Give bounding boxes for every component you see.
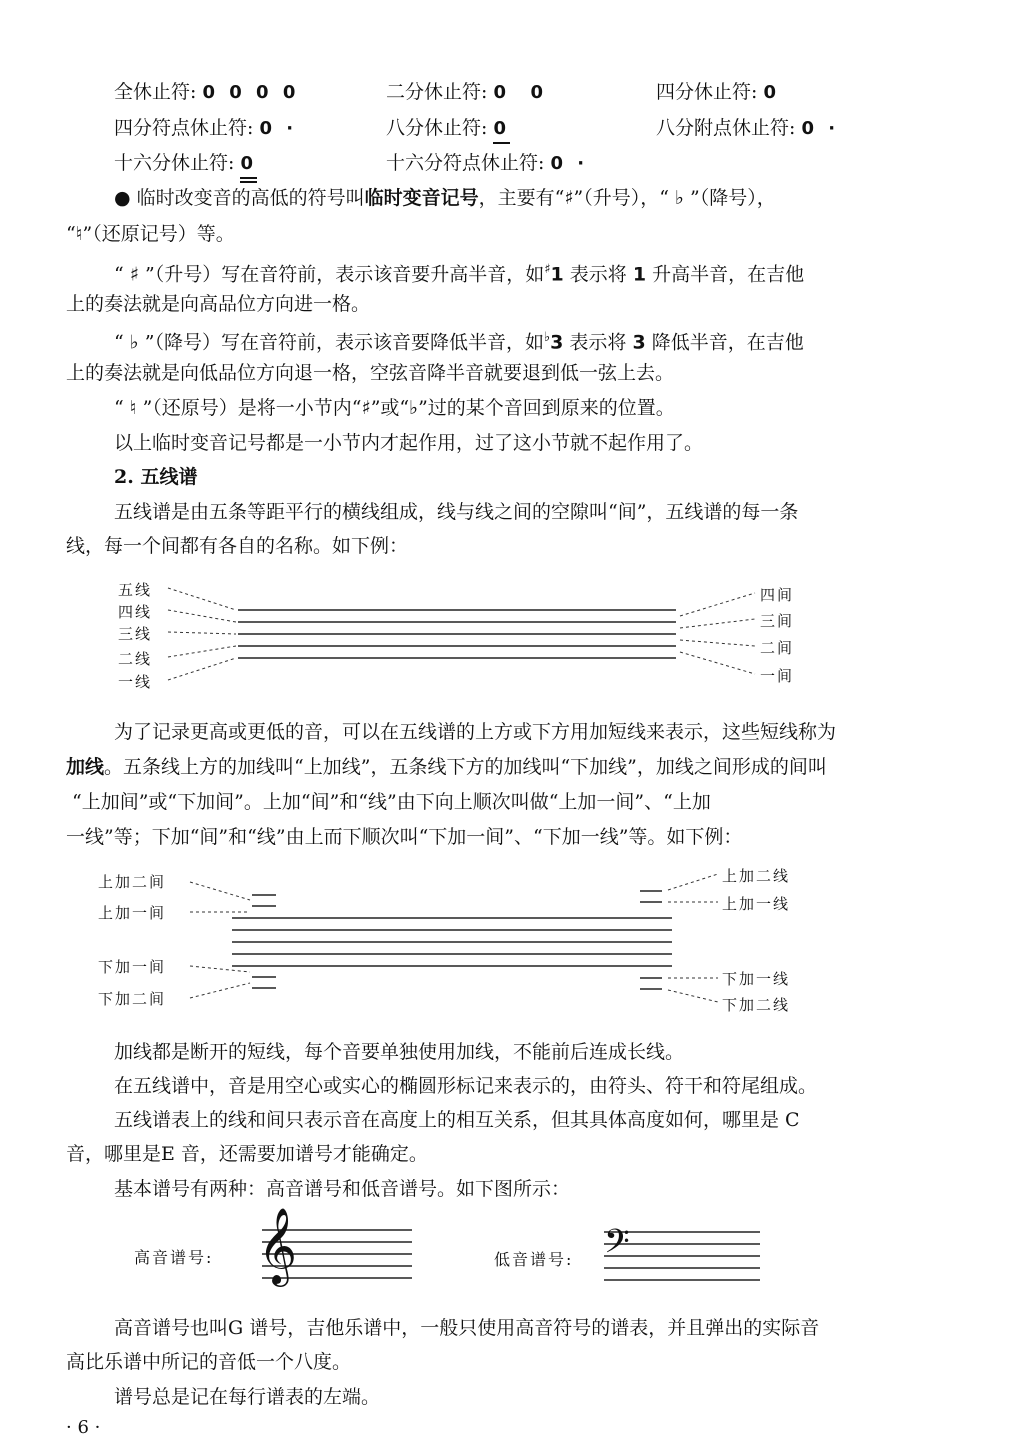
rest-quarter [656,80,780,105]
ledger-left-label: 上加二间 [98,873,167,891]
text: ，主要有“♯”（升号），“ ♭ ”（降号）， [478,187,776,209]
rest-value: 0 [763,82,780,103]
ledger-right-label: 上加二线 [722,867,791,885]
staff-leaders-left [168,588,236,680]
staff-p2d: 一线”等；下加“间”和“线”由上而下顺次叫“下加一间”、“下加一线”等。如下例： [66,826,743,848]
text: 表示将 [569,331,627,354]
rest-dotted-quarter [114,116,297,141]
text: 表示将 [569,263,627,286]
ledger-right-label: 下加一线 [722,970,791,988]
staff-p7b: 高比乐谱中所记的音低一个八度。 [66,1351,352,1373]
staff-lines [238,610,676,658]
staff-p2b [66,755,827,779]
staff-p5a: 五线谱表上的线和间只表示音在高度上的相互关系，但其具体高度如何，哪里是 C [114,1109,800,1131]
line-label-5: 五线 [118,581,153,599]
bass-clef-icon: 𝄢 [604,1223,630,1269]
rest-eighth [386,116,510,141]
page-number: · 6 · [66,1417,101,1438]
line-label-4: 四线 [118,603,153,621]
ledger-right-label: 上加一线 [722,895,791,913]
line-label-2: 二线 [118,650,153,668]
staff-p6: 基本谱号有两种：高音谱号和低音谱号。如下图所示： [114,1178,571,1200]
text: ● 临时改变音的高低的符号叫 [114,187,365,209]
space-label-2: 二间 [760,639,795,657]
space-label-3: 三间 [760,612,795,630]
rest-label: 全休止符: [114,81,197,103]
flat-symbol: ♭ [543,330,551,345]
rest-value: 0 [240,153,257,174]
staff-p5b: 音，哪里是E 音，还需要加谱号才能确定。 [66,1143,428,1165]
note-number: 1 [550,263,564,286]
rest-label: 八分附点休止符: [656,117,796,139]
ledger-leaders [190,874,718,1002]
staff-leaders-right [680,593,755,674]
ledger-right-label: 下加二线 [722,996,791,1014]
rest-value: 0 [493,118,510,139]
rest-value: 0 · [550,153,589,174]
staff-p1a: 五线谱是由五条等距平行的横线组成，线与线之间的空隙叫“间”，五线谱的每一条 [114,501,799,523]
natural-paragraph: “ ♮ ”（还原号）是将一小节内“♯”或“♭”过的某个音回到原来的位置。 [114,397,675,419]
space-label-4: 四间 [760,586,795,604]
staff-p8: 谱号总是记在每行谱表的左端。 [114,1386,381,1408]
flat-paragraph [114,326,804,354]
accidentals-intro [114,186,776,210]
scope-paragraph: 以上临时变音记号都是一小节内才起作用，过了这小节就不起作用了。 [114,432,704,454]
ledger-short-lines [252,891,662,989]
staff-p4: 在五线谱中，音是用空心或实心的椭圆形标记来表示的，由符头、符干和符尾组成。 [114,1075,818,1097]
rest-label: 二分休止符: [386,81,488,103]
sharp-symbol: ♯ [544,262,551,277]
flat-paragraph-cont: 上的奏法就是向低品位方向退一格，空弦音降半音就要退到低一弦上去。 [66,362,675,384]
rest-whole [114,80,299,105]
space-label-1: 一间 [760,667,795,685]
rest-dotted-eighth [656,116,839,141]
rest-label: 四分符点休止符: [114,117,254,139]
ledger-left-label: 下加一间 [98,958,167,976]
text: 降低半音，在吉他 [651,331,804,354]
staff-p2a: 为了记录更高或更低的音，可以在五线谱的上方或下方用加短线来表示，这些短线称为 [114,721,837,743]
note-number: 3 [550,331,564,354]
sharp-paragraph [114,258,804,286]
term-ledger-line: 加线 [66,756,105,778]
text: 。五条线上方的加线叫“上加线”，五条线下方的加线叫“下加线”，加线之间形成的间叫 [104,756,827,778]
ledger-left-label: 下加二间 [98,990,167,1008]
ledger-staff-lines [232,918,672,966]
staff-p2c: “上加间”或“下加间”。上加“间”和“线”由下向上顺次叫做“上加一间”、“上加 [72,791,711,813]
accidentals-intro-cont: “♮”（还原记号）等。 [66,223,235,245]
treble-clef-icon: 𝄞 [258,1207,298,1284]
text: “ ♭ ”（降号）写在音符前，表示该音要降低半音，如 [114,331,544,354]
section-heading: 2. 五线谱 [114,466,198,488]
term-accidental: 临时变音记号 [364,187,479,209]
rest-label: 十六分符点休止符: [386,152,545,174]
rest-label: 十六分休止符: [114,152,235,174]
rest-value: 0 0 0 0 [202,82,300,103]
staff-p7a: 高音谱号也叫G 谱号，吉他乐谱中，一般只使用高音符号的谱表，并且弹出的实际音 [114,1317,820,1339]
note-number: 3 [632,331,646,354]
note-number: 1 [632,263,647,286]
rest-value: 0 0 [493,82,548,103]
line-label-3: 三线 [118,625,153,643]
text: “ ♯ ”（升号）写在音符前，表示该音要升高半音，如 [114,263,545,286]
rest-label: 八分休止符: [386,117,488,139]
staff-p1b: 线，每一个间都有各自的名称。如下例： [66,535,409,557]
text: 升高半音，在吉他 [652,263,805,286]
staff-p3: 加线都是断开的短线，每个音要单独使用加线，不能前后连成长线。 [114,1041,685,1063]
rest-value: 0 · [801,118,840,139]
rest-half [386,80,547,105]
line-label-1: 一线 [118,673,153,691]
rest-label: 四分休止符: [656,81,758,103]
rest-sixteenth [114,151,257,176]
rest-value: 0 · [259,118,298,139]
treble-clef-label: 高音谱号: [134,1248,214,1267]
ledger-left-label: 上加一间 [98,904,167,922]
rest-dotted-sixteenth [386,151,588,176]
sharp-paragraph-cont: 上的奏法就是向高品位方向进一格。 [66,293,371,315]
bass-clef-label: 低音谱号: [494,1250,574,1269]
